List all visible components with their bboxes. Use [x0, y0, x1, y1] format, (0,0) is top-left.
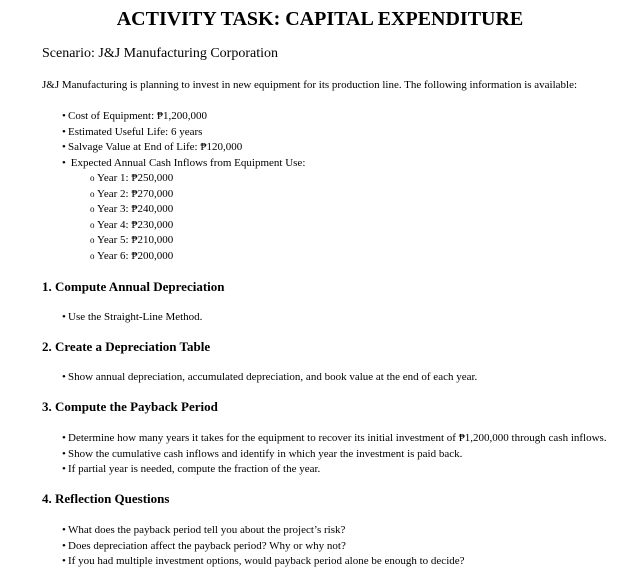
- task-1-list: [62, 310, 202, 326]
- task-3-item-1: • Determine how many years it takes for the equipment to recover its initial investment of ₱1,200,000 through cash inflows.: [62, 431, 607, 447]
- task-2-item-1: • Show annual depreciation, accumulated depreciation, and book value at the end of each year.: [62, 370, 477, 386]
- task-4-item-2: • Does depreciation affect the payback period? Why or why not?: [62, 539, 465, 555]
- cash-inflow-year-1: o Year 1: ₱250,000: [90, 171, 305, 187]
- cash-inflow-year-4: o Year 4: ₱230,000: [90, 218, 305, 234]
- given-item-cash-inflows-label: Expected Annual Cash Inflows from Equipment Use:: [70, 156, 306, 169]
- given-item-cost: • Cost of Equipment: ₱1,200,000: [62, 109, 305, 125]
- given-info-list: [62, 109, 305, 264]
- cash-inflow-year-list: [90, 171, 305, 264]
- task-heading-4: 4. Reflection Questions: [42, 491, 170, 506]
- cash-inflow-year-3: o Year 3: ₱240,000: [90, 202, 305, 218]
- task-3-item-2: • Show the cumulative cash inflows and identify in which year the investment is paid back.: [62, 447, 607, 463]
- task-2-list: [62, 370, 477, 386]
- cash-inflow-year-2: o Year 2: ₱270,000: [90, 187, 305, 203]
- task-4-list: [62, 523, 465, 570]
- task-4-item-1: • What does the payback period tell you about the project’s risk?: [62, 523, 465, 539]
- task-heading-1: 1. Compute Annual Depreciation: [42, 279, 225, 294]
- task-heading-2: 2. Create a Depreciation Table: [42, 339, 211, 354]
- intro-paragraph: J&J Manufacturing is planning to invest in new equipment for its production line. The following information is available:: [42, 79, 578, 91]
- scenario-line: Scenario: J&J Manufacturing Corporation: [42, 46, 279, 61]
- given-item-salvage-value: • Salvage Value at End of Life: ₱120,000: [62, 140, 305, 156]
- given-item-useful-life: • Estimated Useful Life: 6 years: [62, 125, 305, 141]
- task-3-item-3: • If partial year is needed, compute the fraction of the year.: [62, 462, 607, 478]
- document-title: ACTIVITY TASK: CAPITAL EXPENDITURE: [116, 8, 524, 30]
- cash-inflow-year-5: o Year 5: ₱210,000: [90, 233, 305, 249]
- cash-inflow-year-6: o Year 6: ₱200,000: [90, 249, 305, 265]
- task-3-list: [62, 431, 607, 478]
- task-heading-3: 3. Compute the Payback Period: [42, 399, 218, 414]
- given-item-cash-inflows: [62, 156, 305, 265]
- task-1-item-1: • Use the Straight-Line Method.: [62, 310, 202, 326]
- task-4-item-3: • If you had multiple investment options, would payback period alone be enough to decide?: [62, 554, 465, 570]
